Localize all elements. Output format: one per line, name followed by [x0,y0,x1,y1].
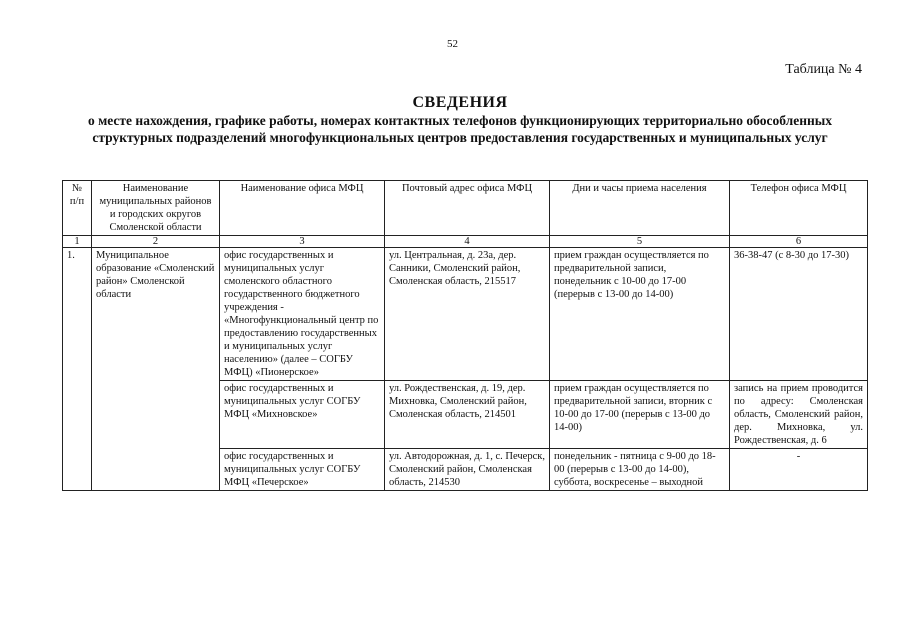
column-number: 6 [730,236,868,248]
header-office-name: Наименование офиса МФЦ [220,181,385,236]
office-hours: понедельник - пятница с 9-00 до 18-00 (перерыв с 13-00 до 14-00), суббота, воскресенье – выходной [550,449,730,491]
office-phone: запись на прием проводится по адресу: Смоленская область, Смоленский район, дер. Михновка, ул. Рождественская, д. 6 [730,381,868,449]
office-phone: 36-38-47 (с 8-30 до 17-30) [730,248,868,381]
column-number: 3 [220,236,385,248]
office-hours: прием граждан осуществляется по предварительной записи, вторник с 10-00 до 17-00 (перерыв с 13-00 до 14-00) [550,381,730,449]
office-address: ул. Центральная, д. 23а, дер. Санники, Смоленский район, Смоленская область, 215517 [385,248,550,381]
table-header-row [63,181,868,236]
office-address: ул. Рождественская, д. 19, дер. Михновка, Смоленский район, Смоленская область, 214501 [385,381,550,449]
table-label: Таблица № 4 [785,62,862,77]
column-number: 2 [92,236,220,248]
column-number: 5 [550,236,730,248]
document-title: СВЕДЕНИЯ [412,94,508,111]
header-number: № п/п [63,181,92,236]
district-name: Муниципальное образование «Смоленский район» Смоленской области [92,248,220,491]
page-number: 52 [447,38,458,50]
header-district: Наименование муниципальных районов и городских округов Смоленской области [92,181,220,236]
office-name: офис государственных и муниципальных услуг СОГБУ МФЦ «Михновское» [220,381,385,449]
document-heading [60,94,860,146]
office-address: ул. Автодорожная, д. 1, с. Печерск, Смоленский район, Смоленская область, 214530 [385,449,550,491]
column-number: 4 [385,236,550,248]
office-hours: прием граждан осуществляется по предварительной записи, понедельник с 10-00 до 17-00 (перерыв с 13-00 до 14-00) [550,248,730,381]
column-numbers-row [63,236,868,248]
office-name: офис государственных и муниципальных услуг СОГБУ МФЦ «Печерское» [220,449,385,491]
document-subtitle: о месте нахождения, графике работы, номерах контактных телефонов функционирующих территориально обособленных структурных подразделений многофункциональных центров предоставления государственных и муниципальных услуг [87,113,833,145]
row-number: 1. [63,248,92,491]
office-name: офис государственных и муниципальных услуг смоленского областного государственного бюджетного учреждения - «Многофункциональный центр по предоставлению государственных и муниципальных услуг населению» (далее – СОГБУ МФЦ) «Пионерское» [220,248,385,381]
mfc-offices-table [62,180,868,491]
office-phone: - [730,449,868,491]
header-address: Почтовый адрес офиса МФЦ [385,181,550,236]
table-row [63,248,868,381]
column-number: 1 [63,236,92,248]
header-hours: Дни и часы приема населения [550,181,730,236]
header-phone: Телефон офиса МФЦ [730,181,868,236]
